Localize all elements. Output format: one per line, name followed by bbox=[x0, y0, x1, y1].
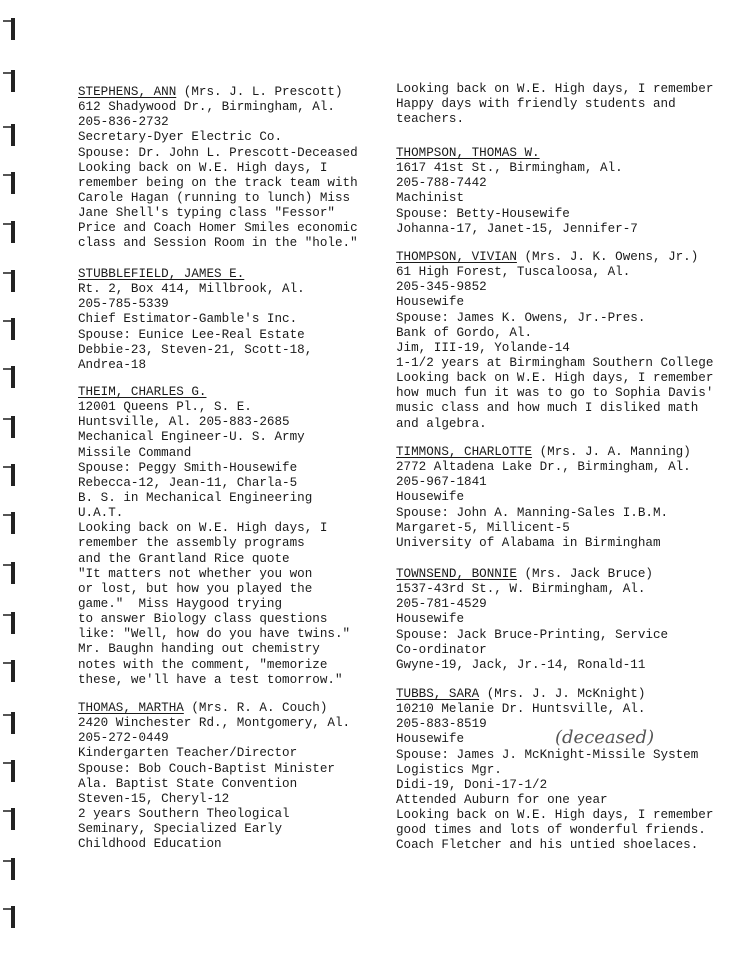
entry-line: 205-967-1841 bbox=[396, 475, 487, 490]
married-name: (Mrs. J. L. Prescott) bbox=[176, 85, 343, 99]
entry-line: Machinist bbox=[396, 191, 465, 206]
binding-ring bbox=[3, 612, 18, 634]
entry-line: Housewife bbox=[396, 295, 465, 310]
entry-line: or lost, but how you played the bbox=[78, 581, 313, 596]
entry-line: Spouse: Bob Couch-Baptist Minister bbox=[78, 761, 335, 776]
binding-ring bbox=[3, 808, 18, 830]
binding-ring bbox=[3, 906, 18, 928]
entry-line: Kindergarten Teacher/Director bbox=[78, 746, 298, 761]
binding-ring bbox=[3, 318, 18, 340]
entry-line: B. S. in Mechanical Engineering bbox=[78, 490, 313, 505]
entry-line: 1617 41st St., Birmingham, Al. bbox=[396, 161, 623, 176]
entry-line: 2 years Southern Theological bbox=[78, 806, 290, 821]
entry-line: Happy days with friendly students and bbox=[396, 97, 676, 112]
entry-line: Logistics Mgr. bbox=[396, 762, 502, 777]
binding-ring bbox=[3, 464, 18, 486]
entry-tubbs-sara bbox=[396, 687, 713, 854]
entry-line: 1-1/2 years at Birmingham Southern College bbox=[396, 355, 714, 370]
entry-line: 205-781-4529 bbox=[396, 597, 487, 612]
entry-heading bbox=[78, 85, 358, 100]
entry-line: Spouse: James K. Owens, Jr.-Pres. bbox=[396, 310, 646, 325]
entry-line: 205-785-5339 bbox=[78, 297, 169, 312]
binding-ring bbox=[3, 562, 18, 584]
binding-ring bbox=[3, 366, 18, 388]
entry-line: to answer Biology class questions bbox=[78, 612, 328, 627]
person-name: THOMPSON, VIVIAN bbox=[396, 250, 517, 264]
entry-line: Ala. Baptist State Convention bbox=[78, 776, 298, 791]
entry-line: Housewife bbox=[396, 612, 465, 627]
entry-line: game." Miss Haygood trying bbox=[78, 596, 283, 611]
entry-line: Secretary-Dyer Electric Co. bbox=[78, 130, 283, 145]
entry-line: 205-836-2732 bbox=[78, 115, 169, 130]
person-name: THOMPSON, THOMAS W. bbox=[396, 146, 540, 160]
entry-line: Andrea-18 bbox=[78, 357, 147, 372]
entry-line: Margaret-5, Millicent-5 bbox=[396, 520, 570, 535]
person-name: TOWNSEND, BONNIE bbox=[396, 567, 517, 581]
entry-line: and the Grantland Rice quote bbox=[78, 551, 290, 566]
left-column bbox=[78, 0, 358, 852]
entry-line: Attended Auburn for one year bbox=[396, 792, 608, 807]
binding-ring bbox=[3, 858, 18, 880]
entry-line: Childhood Education bbox=[78, 837, 222, 852]
married-name: (Mrs. Jack Bruce) bbox=[516, 567, 653, 581]
person-name: THOMAS, MARTHA bbox=[78, 701, 184, 715]
entry-thomas-martha bbox=[78, 701, 350, 852]
entry-heading bbox=[396, 445, 691, 460]
entry-line: Spouse: Betty-Housewife bbox=[396, 206, 570, 221]
entry-line: remember the assembly programs bbox=[78, 536, 305, 551]
entry-line: "It matters not whether you won bbox=[78, 566, 313, 581]
entry-line: Spouse: Eunice Lee-Real Estate bbox=[78, 327, 305, 342]
entry-thompson-thomas bbox=[396, 146, 638, 237]
binding-ring bbox=[3, 512, 18, 534]
entry-line: these, we'll have a test tomorrow." bbox=[78, 672, 343, 687]
entry-thompson-vivian bbox=[396, 250, 713, 432]
entry-line: 205-788-7442 bbox=[396, 176, 487, 191]
entry-line: Spouse: Jack Bruce-Printing, Service bbox=[396, 627, 669, 642]
entry-line: Coach Fletcher and his untied shoelaces. bbox=[396, 838, 699, 853]
entry-heading bbox=[78, 701, 350, 716]
entry-line: Mechanical Engineer-U. S. Army bbox=[78, 430, 305, 445]
entry-line: Spouse: Dr. John L. Prescott-Deceased bbox=[78, 145, 358, 160]
entry-line: Rt. 2, Box 414, Millbrook, Al. bbox=[78, 282, 305, 297]
married-name: (Mrs. R. A. Couch) bbox=[183, 701, 328, 715]
entry-line: Spouse: James J. McKnight-Missile System bbox=[396, 747, 699, 762]
entry-line: Seminary, Specialized Early bbox=[78, 822, 283, 837]
person-name: STUBBLEFIELD, JAMES E. bbox=[78, 267, 245, 281]
entry-line: good times and lots of wonderful friends. bbox=[396, 823, 706, 838]
entry-line: Co-ordinator bbox=[396, 642, 487, 657]
binding-ring bbox=[3, 124, 18, 146]
entry-line: Rebecca-12, Jean-11, Charla-5 bbox=[78, 475, 298, 490]
entry-line: Chief Estimator-Gamble's Inc. bbox=[78, 312, 298, 327]
entry-line: Spouse: Peggy Smith-Housewife bbox=[78, 460, 298, 475]
entry-heading bbox=[396, 250, 713, 265]
entry-townsend-bonnie bbox=[396, 567, 668, 673]
entry-heading bbox=[396, 687, 713, 702]
entry-line: University of Alabama in Birmingham bbox=[396, 535, 661, 550]
binding-ring bbox=[3, 416, 18, 438]
entry-line: Price and Coach Homer Smiles economic bbox=[78, 221, 358, 236]
entry-line: 10210 Melanie Dr. Huntsville, Al. bbox=[396, 702, 646, 717]
entry-heading bbox=[78, 385, 350, 400]
entry-line: how much fun it was to go to Sophia Davis' bbox=[396, 386, 714, 401]
entry-line: music class and how much I disliked math bbox=[396, 401, 699, 416]
entry-line: Looking back on W.E. High days, I remember bbox=[396, 82, 714, 96]
binding-ring bbox=[3, 172, 18, 194]
entry-line: Jim, III-19, Yolande-14 bbox=[396, 340, 570, 355]
entry-theim-charles bbox=[78, 385, 350, 688]
entry-stubblefield-james bbox=[78, 267, 312, 373]
person-name: STEPHENS, ANN bbox=[78, 85, 177, 99]
person-name: TIMMONS, CHARLOTTE bbox=[396, 445, 533, 459]
entry-line: Gwyne-19, Jack, Jr.-14, Ronald-11 bbox=[396, 657, 646, 672]
entry-line: Spouse: John A. Manning-Sales I.B.M. bbox=[396, 505, 669, 520]
handwritten-note-text: (deceased) bbox=[555, 727, 655, 748]
binding-ring bbox=[3, 221, 18, 243]
entry-line: 2772 Altadena Lake Dr., Birmingham, Al. bbox=[396, 460, 691, 475]
entry-line: U.A.T. bbox=[78, 506, 124, 521]
entry-heading bbox=[396, 146, 638, 161]
binding-ring bbox=[3, 760, 18, 782]
binding-ring bbox=[3, 18, 18, 40]
entry-stubbs-continued bbox=[396, 82, 713, 127]
married-name: (Mrs. J. K. Owens, Jr.) bbox=[516, 250, 699, 264]
entry-line: notes with the comment, "memorize bbox=[78, 657, 328, 672]
married-name: (Mrs. J. A. Manning) bbox=[532, 445, 691, 459]
spiral-binding bbox=[0, 0, 22, 954]
entry-line: Steven-15, Cheryl-12 bbox=[78, 791, 230, 806]
entry-line: Looking back on W.E. High days, I remember bbox=[396, 371, 714, 386]
entry-line: Looking back on W.E. High days, I remember bbox=[396, 808, 714, 823]
binding-ring bbox=[3, 70, 18, 92]
entry-line: like: "Well, how do you have twins." bbox=[78, 627, 351, 642]
entry-line: and algebra. bbox=[396, 416, 487, 431]
binding-ring bbox=[3, 270, 18, 292]
entry-line: Debbie-23, Steven-21, Scott-18, bbox=[78, 342, 313, 357]
entry-line: Housewife bbox=[396, 732, 465, 747]
entry-line: 205-272-0449 bbox=[78, 731, 169, 746]
entry-heading bbox=[396, 567, 668, 582]
entry-line: Looking back on W.E. High days, I bbox=[78, 160, 328, 175]
entry-line: 61 High Forest, Tuscaloosa, Al. bbox=[396, 265, 631, 280]
binding-ring bbox=[3, 660, 18, 682]
entry-line: Carole Hagan (running to lunch) Miss bbox=[78, 190, 351, 205]
entry-line: Bank of Gordo, Al. bbox=[396, 325, 533, 340]
entry-line: Johanna-17, Janet-15, Jennifer-7 bbox=[396, 221, 638, 236]
entry-line: 205-883-8519 bbox=[396, 717, 487, 732]
entry-line: Mr. Baughn handing out chemistry bbox=[78, 642, 320, 657]
entry-line: 205-345-9852 bbox=[396, 280, 487, 295]
entry-timmons-charlotte bbox=[396, 445, 691, 551]
handwritten-deceased-note bbox=[555, 717, 695, 757]
entry-line: teachers. bbox=[396, 112, 465, 127]
entry-line: 12001 Queens Pl., S. E. bbox=[78, 400, 252, 415]
person-name: THEIM, CHARLES G. bbox=[78, 385, 207, 399]
entry-line: 612 Shadywood Dr., Birmingham, Al. bbox=[78, 100, 335, 115]
entry-line: Looking back on W.E. High days, I bbox=[78, 521, 328, 536]
married-name: (Mrs. J. J. McKnight) bbox=[479, 687, 646, 701]
entry-line: 2420 Winchester Rd., Montgomery, Al. bbox=[78, 716, 351, 731]
entry-line: Missile Command bbox=[78, 445, 192, 460]
entry-stephens-ann bbox=[78, 85, 358, 252]
entry-line: remember being on the track team with bbox=[78, 175, 358, 190]
entry-heading bbox=[78, 267, 312, 282]
entry-line: Housewife bbox=[396, 490, 465, 505]
entry-line: 1537-43rd St., W. Birmingham, Al. bbox=[396, 582, 646, 597]
entry-line: Didi-19, Doni-17-1/2 bbox=[396, 777, 548, 792]
entry-line: Huntsville, Al. 205-883-2685 bbox=[78, 415, 290, 430]
entry-line: Jane Shell's typing class "Fessor" bbox=[78, 206, 335, 221]
entry-line: class and Session Room in the "hole." bbox=[78, 236, 358, 251]
binding-ring bbox=[3, 712, 18, 734]
person-name: TUBBS, SARA bbox=[396, 687, 480, 701]
